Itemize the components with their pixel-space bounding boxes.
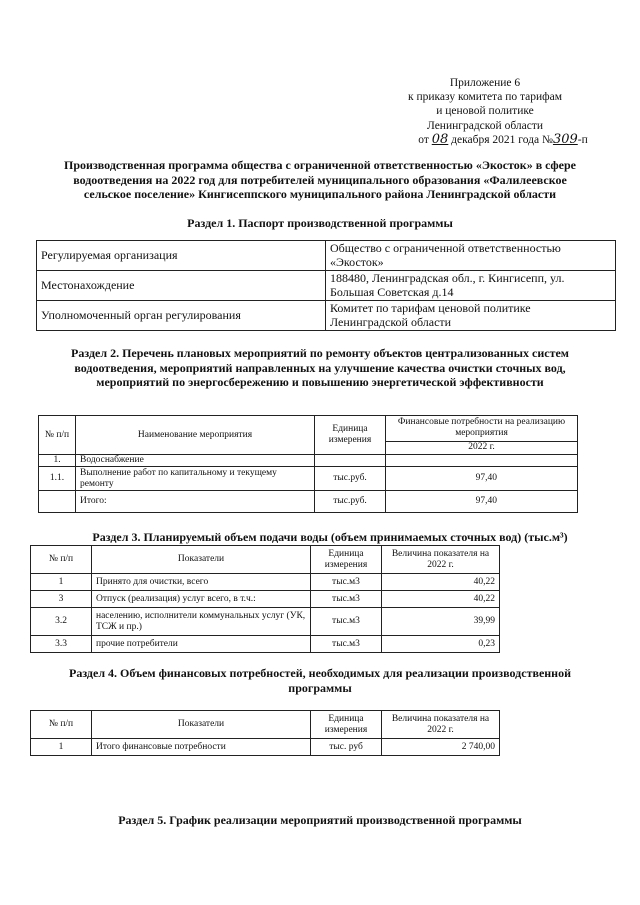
order-number: 309 — [552, 131, 578, 147]
section4-heading — [40, 666, 600, 695]
total-value: 97,40 — [386, 491, 578, 513]
header-num: № п/п — [31, 711, 92, 739]
table-header-row — [31, 711, 500, 739]
total-unit: тыс.руб. — [315, 491, 386, 513]
date-prefix: от — [418, 133, 429, 146]
row-name: Принято для очистки, всего — [92, 574, 311, 591]
row-name: прочие потребители — [92, 636, 311, 653]
row-value: 0,23 — [382, 636, 500, 653]
table-row — [39, 491, 578, 513]
row-unit: тыс. руб — [311, 739, 382, 756]
section4-heading-line-2: программы — [288, 680, 352, 695]
header-num: № п/п — [39, 416, 76, 455]
passport-value: Комитет по тарифам ценовой политике Ленинградской области — [326, 301, 616, 331]
header-unit: Единица измерения — [311, 546, 382, 574]
section5-heading: Раздел 5. График реализации мероприятий производственной программы — [118, 813, 522, 827]
date-mid: декабря 2021 года № — [451, 133, 553, 146]
row-unit: тыс.м3 — [311, 636, 382, 653]
row-name: Итого финансовые потребности — [92, 739, 311, 756]
row-num: 1 — [31, 739, 92, 756]
group-name: Водоснабжение — [76, 455, 315, 467]
header-name: Показатели — [92, 711, 311, 739]
finance-table — [30, 710, 500, 756]
header-unit: Единица измерения — [315, 416, 386, 455]
row-unit: тыс.м3 — [311, 591, 382, 608]
total-name: Итого: — [76, 491, 315, 513]
table-row — [37, 241, 616, 271]
row-value: 39,99 — [382, 608, 500, 636]
row-num: 1.1. — [39, 467, 76, 491]
row-name: населению, исполнители коммунальных услуг (УК, ТСЖ и пр.) — [92, 608, 311, 636]
volume-table — [30, 545, 500, 653]
section2-heading-line-1: Раздел 2. Перечень плановых мероприятий по ремонту объектов централизованных систем — [71, 346, 569, 360]
table-row — [37, 271, 616, 301]
measures-table — [38, 415, 578, 513]
header-name: Наименование мероприятия — [76, 416, 315, 455]
passport-label: Уполномоченный орган регулирования — [37, 301, 326, 331]
group-num: 1. — [39, 455, 76, 467]
row-num: 3.3 — [31, 636, 92, 653]
row-value: 97,40 — [386, 467, 578, 491]
header-name: Показатели — [92, 546, 311, 574]
table-row — [39, 467, 578, 491]
passport-label: Регулируемая организация — [37, 241, 326, 271]
appendix-line-1: Приложение 6 — [449, 77, 521, 89]
appendix-line-2: к приказу комитета по тарифам — [408, 91, 562, 104]
passport-value: Общество с ограниченной ответственностью «Экосток» — [326, 241, 616, 271]
section1-heading: Раздел 1. Паспорт производственной программы — [187, 216, 453, 230]
passport-table — [36, 240, 616, 331]
header-value: Величина показателя на 2022 г. — [382, 546, 500, 574]
section3-heading: Раздел 3. Планируемый объем подачи воды (объем принимаемых сточных вод) (тыс.м³) — [92, 530, 568, 544]
row-value: 40,22 — [382, 591, 500, 608]
row-name: Выполнение работ по капитальному и текущему ремонту — [76, 467, 315, 491]
row-num: 3.2 — [31, 608, 92, 636]
table-row — [31, 608, 500, 636]
header-year: 2022 г. — [386, 441, 578, 454]
date-suffix: -п — [577, 133, 588, 146]
appendix-line-3: и ценовой политике — [436, 105, 534, 118]
header-unit: Единица измерения — [311, 711, 382, 739]
passport-label: Местонахождение — [37, 271, 326, 301]
appendix-date-line — [360, 133, 610, 147]
row-value: 40,22 — [382, 574, 500, 591]
document-title — [30, 158, 610, 202]
passport-value: 188480, Ленинградская обл., г. Кингисепп, ул. Большая Советская д.14 — [326, 271, 616, 301]
table-header-row — [39, 416, 578, 442]
row-unit: тыс.руб. — [315, 467, 386, 491]
table-row — [39, 455, 578, 467]
table-row — [37, 301, 616, 331]
header-value: Величина показателя на 2022 г. — [382, 711, 500, 739]
header-fin: Финансовые потребности на реализацию мероприятия — [386, 416, 578, 442]
row-value: 2 740,00 — [382, 739, 500, 756]
row-unit: тыс.м3 — [311, 608, 382, 636]
table-row — [31, 739, 500, 756]
table-row — [31, 591, 500, 608]
appendix-line-4: Ленинградской области — [426, 119, 544, 132]
title-line-3: сельское поселение» Кингисеппского муниципального района Ленинградской области — [83, 187, 557, 201]
appendix-block — [360, 76, 610, 147]
section2-heading — [40, 346, 600, 390]
section2-heading-line-3: мероприятий по энергосбережению и повышению энергетической эффективности — [96, 375, 544, 389]
section4-heading-line-1: Раздел 4. Объем финансовых потребностей, необходимых для реализации производственной — [68, 666, 572, 680]
table-row — [31, 574, 500, 591]
row-num: 1 — [31, 574, 92, 591]
row-num: 3 — [31, 591, 92, 608]
table-header-row — [31, 546, 500, 574]
date-day: 08 — [431, 131, 449, 147]
table-row — [31, 636, 500, 653]
header-num: № п/п — [31, 546, 92, 574]
title-line-1: Производственная программа общества с ограниченной ответственностью «Экосток» в сфере — [64, 158, 576, 172]
row-name: Отпуск (реализация) услуг всего, в т.ч.: — [92, 591, 311, 608]
row-unit: тыс.м3 — [311, 574, 382, 591]
title-line-2: водоотведения на 2022 год для потребителей муниципального образования «Фалилеевское — [73, 172, 567, 187]
section2-heading-line-2: водоотведения, мероприятий направленных на улучшение качества очистки сточных вод, — [74, 360, 566, 375]
